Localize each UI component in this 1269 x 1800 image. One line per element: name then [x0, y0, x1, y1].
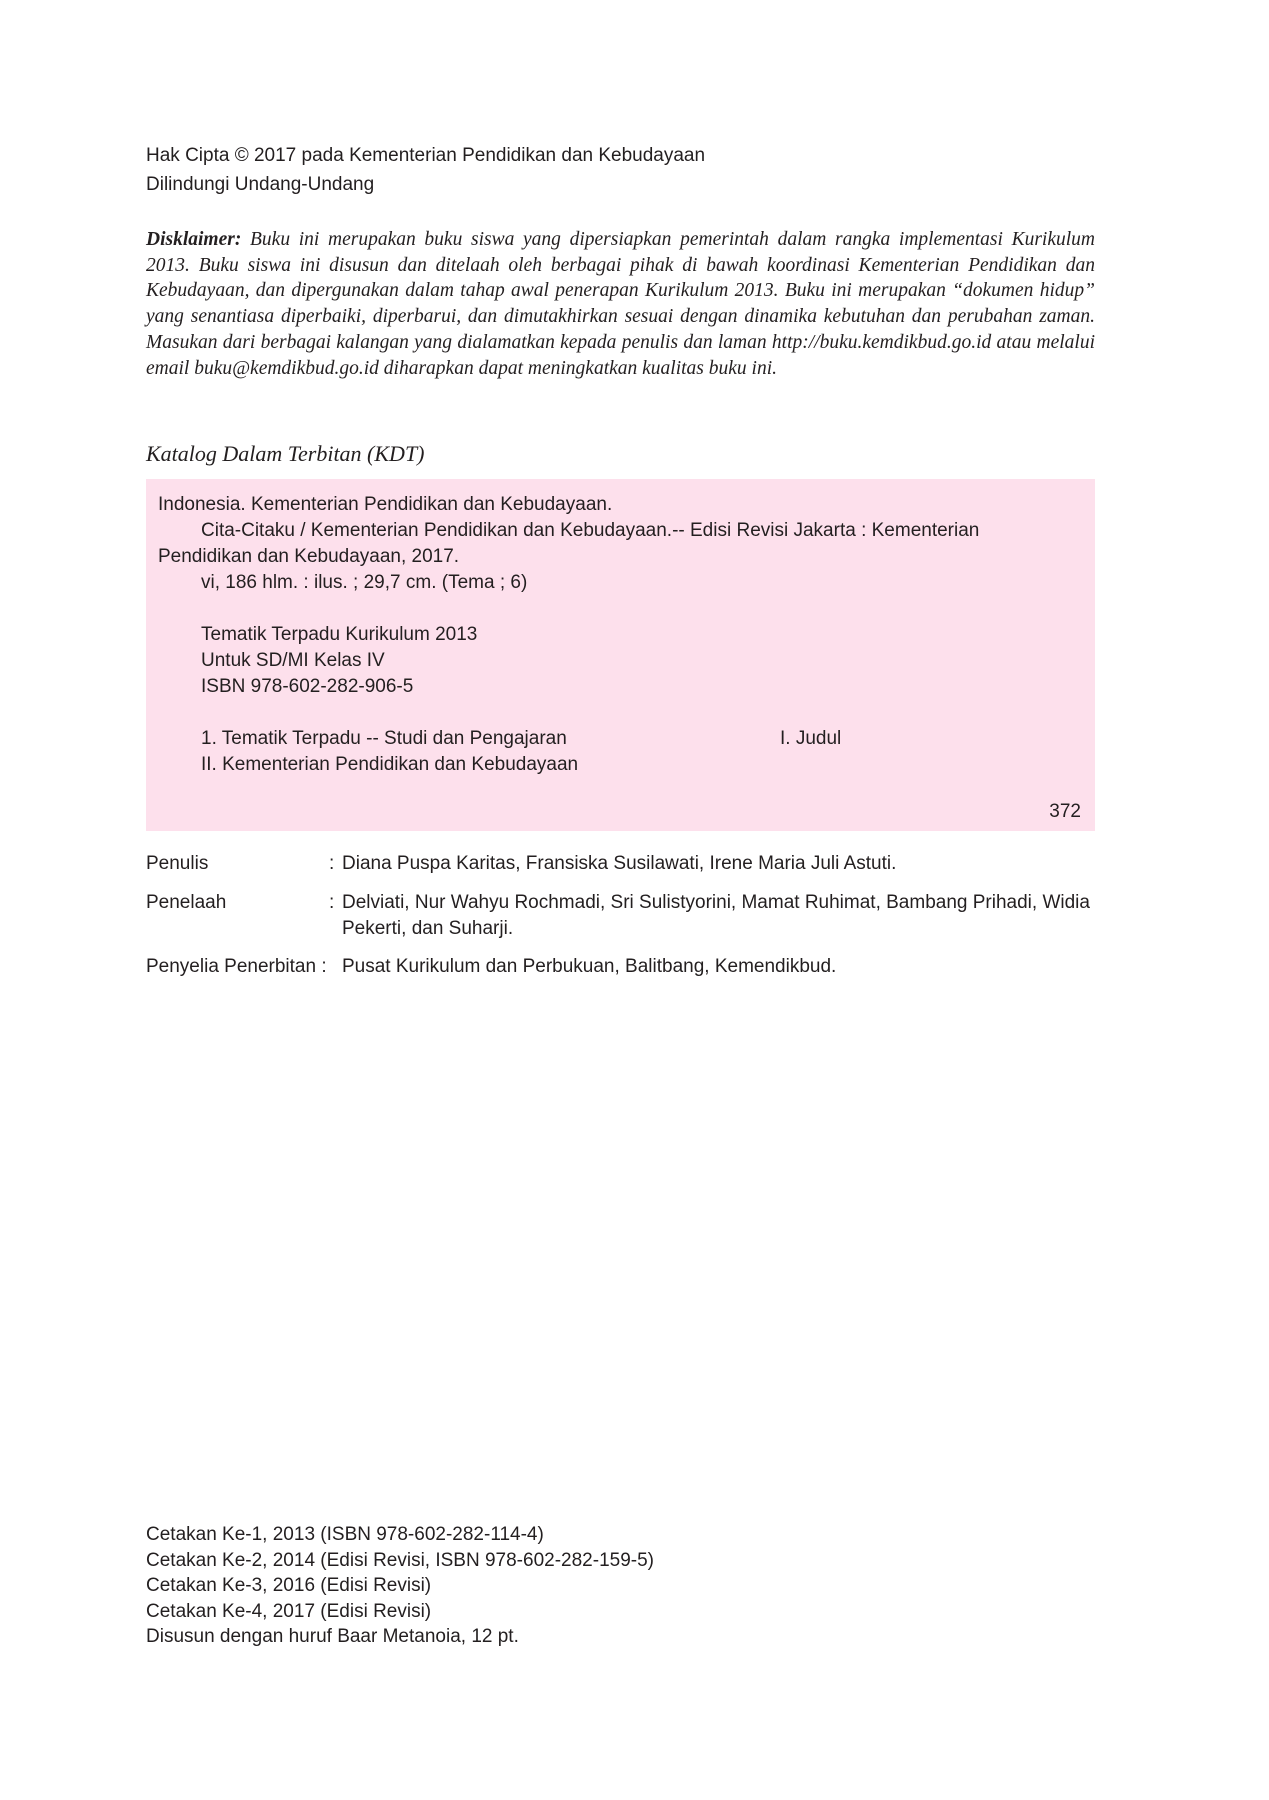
- kdt-series-1: Tematik Terpadu Kurikulum 2013: [201, 624, 478, 645]
- kdt-physical-description: vi, 186 hlm. : ilus. ; 29,7 cm. (Tema ; 6): [201, 572, 528, 593]
- disclaimer-paragraph: [146, 227, 1095, 381]
- kdt-subject-1: 1. Tematik Terpadu -- Studi dan Pengajaran: [201, 728, 567, 749]
- kdt-series-2: Untuk SD/MI Kelas IV: [201, 650, 385, 671]
- penulis-value: Diana Puspa Karitas, Fransiska Susilawati, Irene Maria Juli Astuti.: [342, 853, 897, 874]
- printing-history: [146, 1522, 654, 1650]
- kdt-main-entry-1: Cita-Citaku / Kementerian Pendidikan dan Kebudayaan.-- Edisi Revisi Jakarta : Kementerian: [201, 520, 980, 541]
- colon: :: [329, 853, 335, 874]
- kdt-catalog-box: [146, 479, 1095, 831]
- penelaah-label: Penelaah: [146, 892, 227, 913]
- colon: :: [329, 892, 335, 913]
- copyright-notice: [146, 141, 1106, 199]
- typeface-note: Disusun dengan huruf Baar Metanoia, 12 pt.: [146, 1626, 519, 1647]
- kdt-class-number: 372: [1049, 801, 1081, 822]
- penelaah-value: Delviati, Nur Wahyu Rochmadi, Sri Sulistyorini, Mamat Ruhimat, Bambang Prihadi, Widia Pekerti, dan Suharji.: [342, 892, 1090, 939]
- kdt-author-line: Indonesia. Kementerian Pendidikan dan Kebudayaan.: [158, 494, 613, 515]
- printing-line: Cetakan Ke-3, 2016 (Edisi Revisi): [146, 1575, 432, 1596]
- kdt-isbn: ISBN 978-602-282-906-5: [201, 676, 414, 697]
- kdt-subject-2: II. Kementerian Pendidikan dan Kebudayaan: [201, 754, 579, 775]
- kdt-title-entry: I. Judul: [780, 728, 842, 749]
- penyelia-label: Penyelia Penerbitan :: [146, 956, 327, 977]
- printing-line: Cetakan Ke-2, 2014 (Edisi Revisi, ISBN 978-602-282-159-5): [146, 1549, 654, 1571]
- disclaimer-text: Buku ini merupakan buku siswa yang dipersiapkan pemerintah dalam rangka implementasi Kurikulum 2013. Buku siswa ini disusun dan ditelaah oleh berbagai pihak di bawah koordinasi Kementerian Pendidikan dan Kebudayaan, dan dipergunakan dalam tahap awal penerapan Kurikulum 2013. Buku ini merupakan “dokumen hidup” yang senantiasa diperbaiki, diperbarui, dan dimutakhirkan sesuai dengan dinamika kebutuhan dan perubahan zaman. Masukan dari berbagai kalangan yang dialamatkan kepada penulis dan laman http://buku.kemdikbud.go.id atau melalui email buku@kemdikbud.go.id diharapkan dapat meningkatkan kualitas buku ini.: [146, 229, 1095, 379]
- protection-line: Dilindungi Undang-Undang: [146, 174, 375, 195]
- kdt-title: Katalog Dalam Terbitan (KDT): [146, 441, 425, 466]
- printing-line: Cetakan Ke-4, 2017 (Edisi Revisi): [146, 1600, 432, 1622]
- penulis-label: Penulis: [146, 853, 209, 874]
- disclaimer-label: Disklaimer:: [146, 229, 242, 250]
- kdt-main-entry-2: Pendidikan dan Kebudayaan, 2017.: [158, 546, 460, 567]
- printing-line: Cetakan Ke-1, 2013 (ISBN 978-602-282-114-4): [146, 1524, 544, 1545]
- penyelia-value: Pusat Kurikulum dan Perbukuan, Balitbang, Kemendikbud.: [342, 956, 837, 977]
- copyright-line: Hak Cipta © 2017 pada Kementerian Pendidikan dan Kebudayaan: [146, 145, 706, 166]
